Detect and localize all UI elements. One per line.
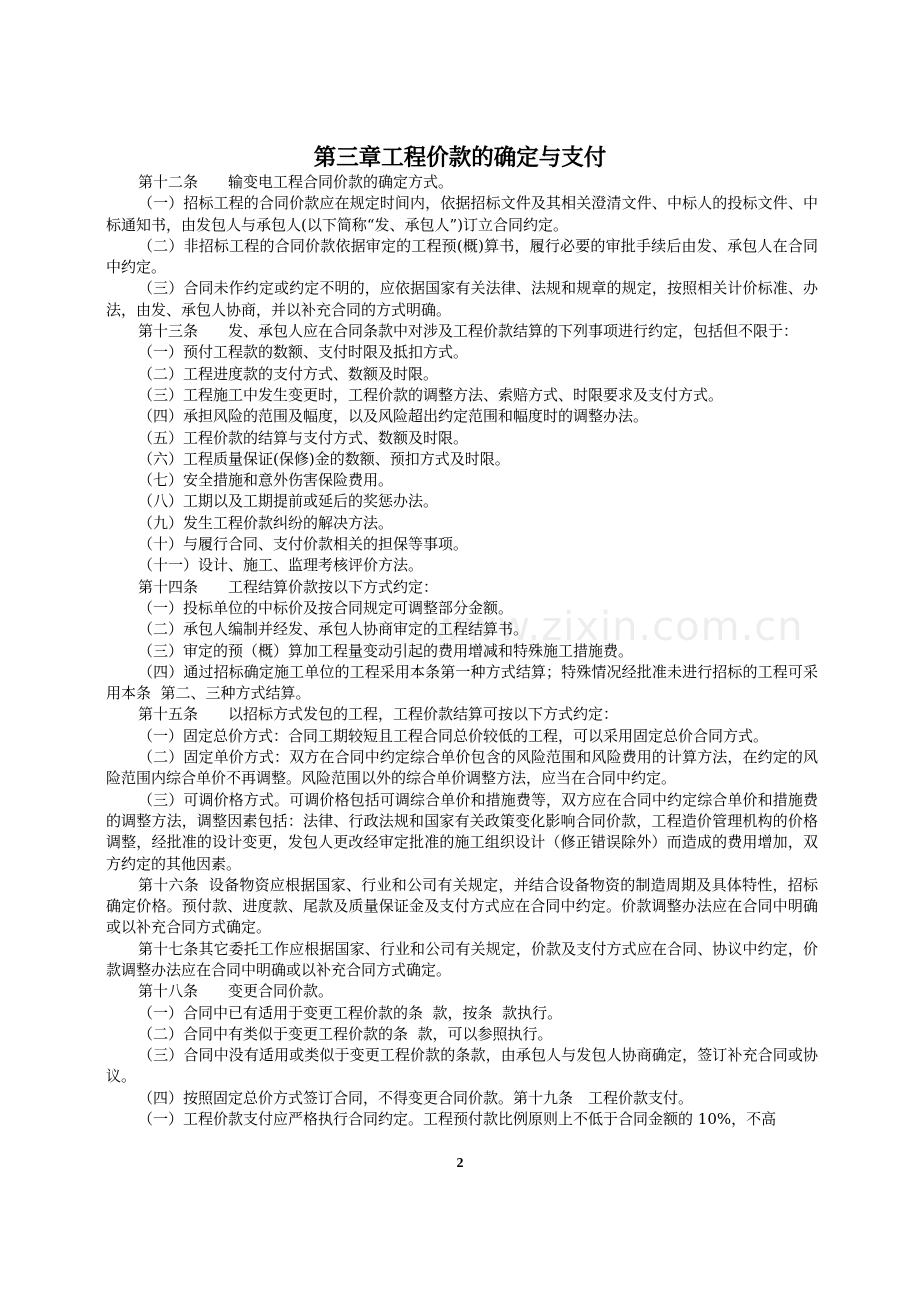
paragraph: （四）承担风险的范围及幅度，以及风险超出约定范围和幅度时的调整办法。 (138, 407, 649, 426)
page-number: 2 (456, 1156, 464, 1171)
paragraph: （三）审定的预（概）算加工程量变动引起的费用增减和特殊施工措施费。 (138, 641, 634, 660)
chapter-title: 第三章工程价款的确定与支付 (313, 145, 607, 171)
paragraph: （一）合同中已有适用于变更工程价款的条 款，按条 款执行。 (138, 1003, 563, 1022)
paragraph: 第十四条 工程结算价款按以下方式约定： (138, 577, 439, 596)
paragraph: （六）工程质量保证(保修)金的数额、预扣方式及时限。 (138, 449, 510, 468)
paragraph: （三）合同中没有适用或类似于变更工程价款的条款，由承包人与发包人协商确定，签订补充合同或协议。 (106, 1046, 818, 1086)
paragraph: （二）工程进度款的支付方式、数额及时限。 (138, 364, 439, 383)
paragraph: （二）承包人编制并经发、承包人协商审定的工程结算书。 (138, 620, 529, 639)
paragraph: （三）可调价格方式。可调价格包括可调综合单价和措施费等，双方应在合同中约定综合单价和措施费的调整方法，调整因素包括：法律、行政法规和国家有关政策变化影响合同价款，工程造价管理机构的价格调整，经批准的设计变更，发包人更改经审定批准的施工组织设计（修正错误除外）而造成的费用增加，双方约定的其他因素。 (106, 790, 818, 873)
paragraph: （三）工程施工中发生变更时，工程价款的调整方法、索赔方式、时限要求及支付方式。 (138, 385, 724, 404)
paragraph: 第十八条 变更合同价款。 (138, 982, 334, 1001)
paragraph: （八）工期以及工期提前或延后的奖惩办法。 (138, 492, 439, 511)
paragraph: （十一）设计、施工、监理考核评价方法。 (138, 556, 424, 575)
paragraph: 第十三条 发、承包人应在合同条款中对涉及工程价款结算的下列事项进行约定，包括但不限于： (138, 322, 799, 341)
paragraph: （一）招标工程的合同价款应在规定时间内，依据招标文件及其相关澄清文件、中标人的投标文件、中标通知书，由发包人与承包人(以下简称“发、承包人”)订立合同约定。 (106, 194, 818, 234)
paragraph: 第十二条 输变电工程合同价款的确定方式。 (138, 173, 454, 191)
paragraph: （二）合同中有类似于变更工程价款的条 款，可以参照执行。 (138, 1024, 553, 1043)
paragraph: （十）与履行合同、支付价款相关的担保等事项。 (138, 535, 469, 554)
paragraph: （三）合同未作约定或约定不明的，应依据国家有关法律、法规和规章的规定，按照相关计价标准、办法，由发、承包人协商，并以补充合同的方式明确。 (106, 279, 818, 319)
paragraph: 第十五条 以招标方式发包的工程，工程价款结算可按以下方式约定： (138, 705, 619, 724)
paragraph: （二）非招标工程的合同价款依据审定的工程预(概)算书，履行必要的审批手续后由发、承包人在合同中约定。 (106, 236, 818, 277)
paragraph: （四）通过招标确定施工单位的工程采用本条第一种方式结算；特殊情况经批准未进行招标的工程可采用本条 第二、三种方式结算。 (106, 662, 818, 703)
paragraph: 第十六条 设备物资应根据国家、行业和公司有关规定，并结合设备物资的制造周期及具体特性，招标确定价格。预付款、进度款、尾款及质量保证金及支付方式应在合同中约定。价款调整办法应在合同中明确或以补充合同方式确定。 (106, 875, 818, 937)
paragraph: （二）固定单价方式：双方在合同中约定综合单价包含的风险范围和风险费用的计算方法，在约定的风险范围内综合单价不再调整。风险范围以外的综合单价调整方法，应当在合同中约定。 (106, 748, 818, 788)
paragraph: （一）工程价款支付应严格执行合同约定。工程预付款比例原则上不低于合同金额的 10%，不高 (138, 1110, 777, 1129)
paragraph: （一）固定总价方式：合同工期较短且工程合同总价较低的工程，可以采用固定总价合同方式。 (138, 726, 769, 745)
document-body (106, 172, 818, 1130)
watermark: www.zixin.com.cn (430, 604, 804, 650)
paragraph: （一）投标单位的中标价及按合同规定可调整部分金额。 (138, 598, 514, 617)
paragraph: （一）预付工程款的数额、支付时限及抵扣方式。 (138, 343, 469, 362)
paragraph: （五）工程价款的结算与支付方式、数额及时限。 (138, 428, 469, 447)
paragraph: （四）按照固定总价方式签订合同，不得变更合同价款。第十九条 工程价款支付。 (138, 1088, 694, 1107)
paragraph: 第十七条其它委托工作应根据国家、行业和公司有关规定，价款及支付方式应在合同、协议中约定，价款调整办法应在合同中明确或以补充合同方式确定。 (106, 939, 818, 979)
paragraph: （九）发生工程价款纠纷的解决方法。 (138, 513, 394, 532)
paragraph: （七）安全措施和意外伤害保险费用。 (138, 471, 394, 490)
